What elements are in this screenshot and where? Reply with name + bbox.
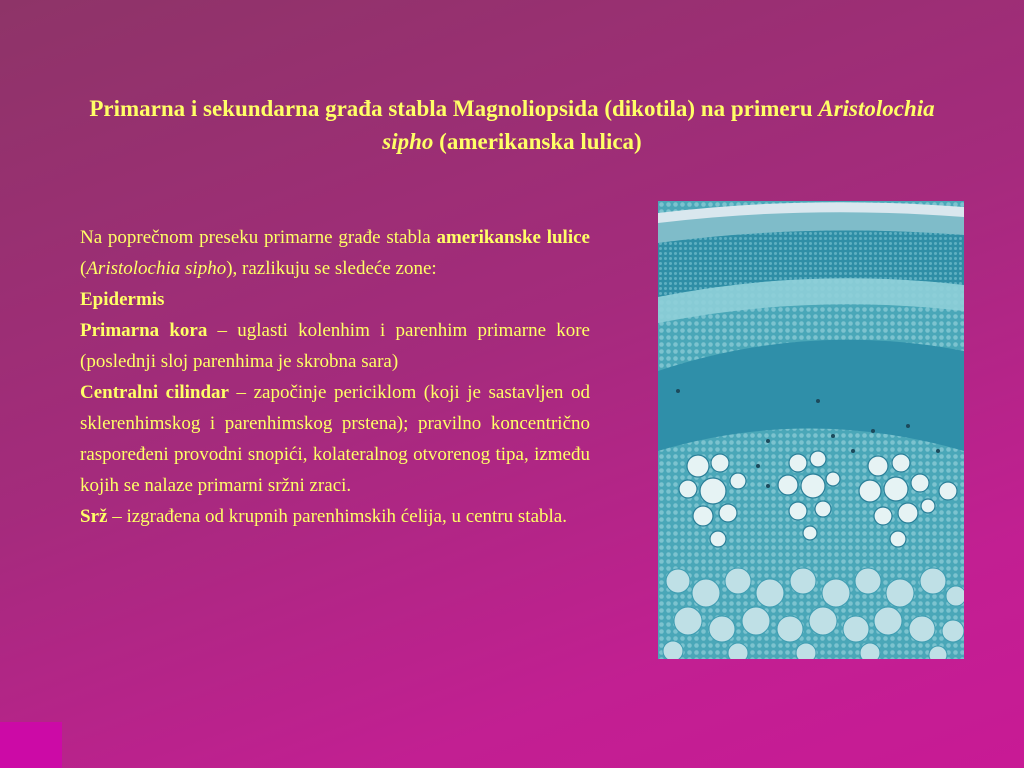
epidermis-label: Epidermis xyxy=(80,289,165,310)
srz-label: Srž xyxy=(80,506,108,527)
kora-paragraph xyxy=(80,315,590,377)
intro-italic: Aristolochia sipho xyxy=(86,258,227,279)
cilindar-label: Centralni cilindar xyxy=(80,382,229,403)
kora-label: Primarna kora xyxy=(80,320,208,341)
cilindar-paragraph xyxy=(80,377,590,501)
srz-text: – izgrađena od krupnih parenhimskih ćelija, u centru stabla. xyxy=(107,506,567,527)
title-part2: (amerikanska lulica) xyxy=(433,129,642,154)
intro-end: ), razlikuju se sledeće zone: xyxy=(226,258,437,279)
kora-text: – uglasti kolenhim i parenhim primarne kore (poslednji sloj parenhima je skrobna sara) xyxy=(80,320,590,372)
intro-bold: amerikanske lulice xyxy=(436,227,590,248)
stem-cross-section-image xyxy=(658,201,964,659)
intro-paren: ( xyxy=(80,258,87,279)
srz-paragraph xyxy=(80,501,590,532)
title-part1: Primarna i sekundarna građa stabla Magnoliopsida (dikotila) na primeru xyxy=(89,96,819,121)
corner-accent-square xyxy=(0,722,62,768)
body-text xyxy=(80,222,590,532)
intro-text: Na poprečnom preseku primarne građe stabla xyxy=(80,227,437,248)
intro-paragraph xyxy=(80,222,590,284)
slide-title xyxy=(80,92,944,158)
title-italic: Aristolochia sipho xyxy=(382,96,935,154)
epidermis-paragraph xyxy=(80,284,590,315)
cilindar-text: – započinje periciklom (koji je sastavljen od sklerenhimskog i parenhimskog prstena); pravilno koncentrično raspoređeni provodni snopići, kolateralnog otvorenog tipa, između kojih se nalaze primarni sržni zraci. xyxy=(80,382,590,496)
